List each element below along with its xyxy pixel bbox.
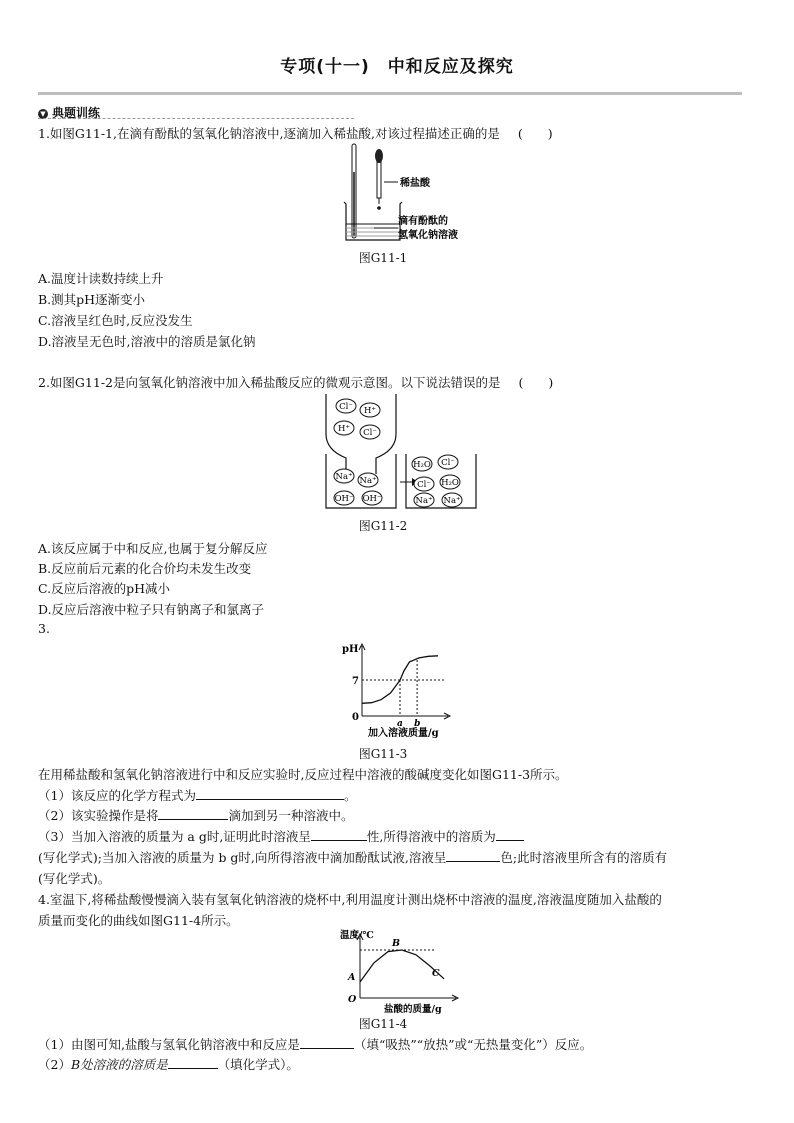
q1-option-b[interactable]: B.测其pH逐渐变小	[38, 292, 146, 307]
answer-blank[interactable]	[300, 1036, 354, 1049]
chevron-down-icon: ▼	[38, 109, 48, 119]
ion-cl: Cl⁻	[363, 428, 377, 438]
chart-g11-3	[340, 640, 460, 740]
y-tick-7: 7	[352, 676, 359, 687]
answer-blank[interactable]	[311, 828, 367, 841]
q3-intro: 在用稀盐酸和氢氧化钠溶液进行中和反应实验时,反应过程中溶液的酸碱度变化如图G11-3所示。	[38, 767, 568, 782]
ion-h: H⁺	[338, 424, 350, 434]
ion-h: H⁺	[364, 406, 376, 416]
solution-label-2: 氢氧化钠溶液	[398, 230, 458, 241]
ion-na: Na⁺	[335, 472, 353, 482]
y-axis-label: 温度/℃	[340, 930, 374, 941]
caption-g11-2: 图G11-2	[358, 519, 408, 533]
q2-option-d[interactable]: D.反应后溶液中粒子只有钠离子和氯离子	[38, 602, 265, 617]
q2-option-a[interactable]: A.该反应属于中和反应,也属于复分解反应	[38, 541, 268, 556]
q4-stem-1: 4.室温下,将稀盐酸慢慢滴入装有氢氧化钠溶液的烧杯中,利用温度计测出烧杯中溶液的温度,溶液温度随加入盐酸的	[38, 892, 662, 907]
molecule-h2o: H₂O	[441, 478, 459, 488]
q2-stem: 2.如图G11-2是向氢氧化钠溶液中加入稀盐酸反应的微观示意图。以下说法错误的是 ( )	[38, 375, 554, 390]
q3-sub1: （1）该反应的化学方程式为 。	[38, 788, 357, 803]
ion-oh: OH⁻	[334, 494, 354, 504]
x-tick-a: a	[397, 719, 403, 729]
y-tick-0: 0	[352, 712, 359, 723]
q3-number: 3.	[38, 621, 50, 636]
q1-stem: 1.如图G11-1,在滴有酚酞的氢氧化钠溶液中,逐滴加入稀盐酸,对该过程描述正确的是 ( )	[38, 126, 553, 141]
x-axis-label: 加入溶液质量/g	[368, 728, 439, 739]
solution-label-1: 滴有酚酞的	[398, 216, 448, 227]
ion-na: Na⁺	[415, 496, 433, 506]
q3-sub3: （3）当加入溶液的质量为 a g时,证明此时溶液呈 性,所得溶液中的溶质为	[38, 827, 524, 845]
point-c-label: C	[432, 968, 440, 979]
answer-blank[interactable]	[158, 807, 228, 820]
q3-sub3-end: (写化学式)。	[38, 871, 111, 886]
answer-blank[interactable]	[496, 828, 524, 841]
section-divider	[38, 118, 354, 119]
q2-option-b[interactable]: B.反应前后元素的化合价均未发生改变	[38, 561, 252, 576]
title-divider	[38, 92, 742, 95]
q1-option-d[interactable]: D.溶液呈无色时,溶液中的溶质是氯化钠	[38, 334, 256, 349]
answer-blank[interactable]	[446, 849, 500, 862]
y-axis-label: pH	[342, 644, 359, 655]
q2-option-c[interactable]: C.反应后溶液的pH减小	[38, 581, 170, 596]
x-axis-label: 盐酸的质量/g	[384, 1004, 442, 1014]
ion-cl: Cl⁻	[417, 480, 431, 490]
chart-g11-4	[338, 928, 468, 1014]
answer-blank[interactable]	[168, 1056, 218, 1069]
answer-blank[interactable]	[196, 787, 344, 800]
point-b-label: B	[392, 938, 401, 949]
answer-paren[interactable]: ( )	[517, 126, 553, 141]
caption-g11-4: 图G11-4	[358, 1017, 408, 1031]
q1-option-c[interactable]: C.溶液呈红色时,反应没发生	[38, 313, 193, 328]
q3-sub2: （2）该实验操作是将 滴加到另一种溶液中。	[38, 808, 354, 823]
caption-g11-3: 图G11-3	[358, 747, 408, 761]
ion-na: Na⁺	[443, 496, 461, 506]
figure-g11-2	[320, 392, 480, 514]
answer-paren[interactable]: ( )	[518, 375, 554, 390]
q4-sub1: （1）由图可知,盐酸与氢氧化钠溶液中和反应是 （填“吸热”“放热”或“无热量变化”）反应。	[38, 1037, 593, 1052]
ion-na: Na⁺	[359, 476, 377, 486]
x-tick-b: b	[414, 719, 421, 729]
q1-option-a[interactable]: A.温度计读数持续上升	[38, 271, 164, 286]
page-title: 专项(十一) 中和反应及探究	[280, 57, 514, 77]
point-a-label: A	[348, 972, 356, 983]
q4-stem-2: 质量而变化的曲线如图G11-4所示。	[38, 913, 239, 928]
origin-label: O	[348, 994, 357, 1005]
q3-sub3-cont: (写化学式);当加入溶液的质量为 b g时,向所得溶液中滴加酚酞试液,溶液呈 色;此时溶液里所含有的溶质有	[38, 850, 668, 865]
ion-oh: OH⁻	[362, 494, 382, 504]
ion-cl: Cl⁻	[441, 458, 455, 468]
figure-g11-1	[338, 142, 458, 246]
molecule-h2o: H₂O	[413, 460, 431, 470]
q4-sub2: （2）B处溶液的溶质是 （填化学式）。	[38, 1057, 299, 1072]
ion-cl: Cl⁻	[339, 402, 353, 412]
dropper-label: 稀盐酸	[400, 178, 430, 189]
caption-g11-1: 图G11-1	[358, 251, 408, 265]
section-label: 典题训练	[52, 106, 101, 120]
